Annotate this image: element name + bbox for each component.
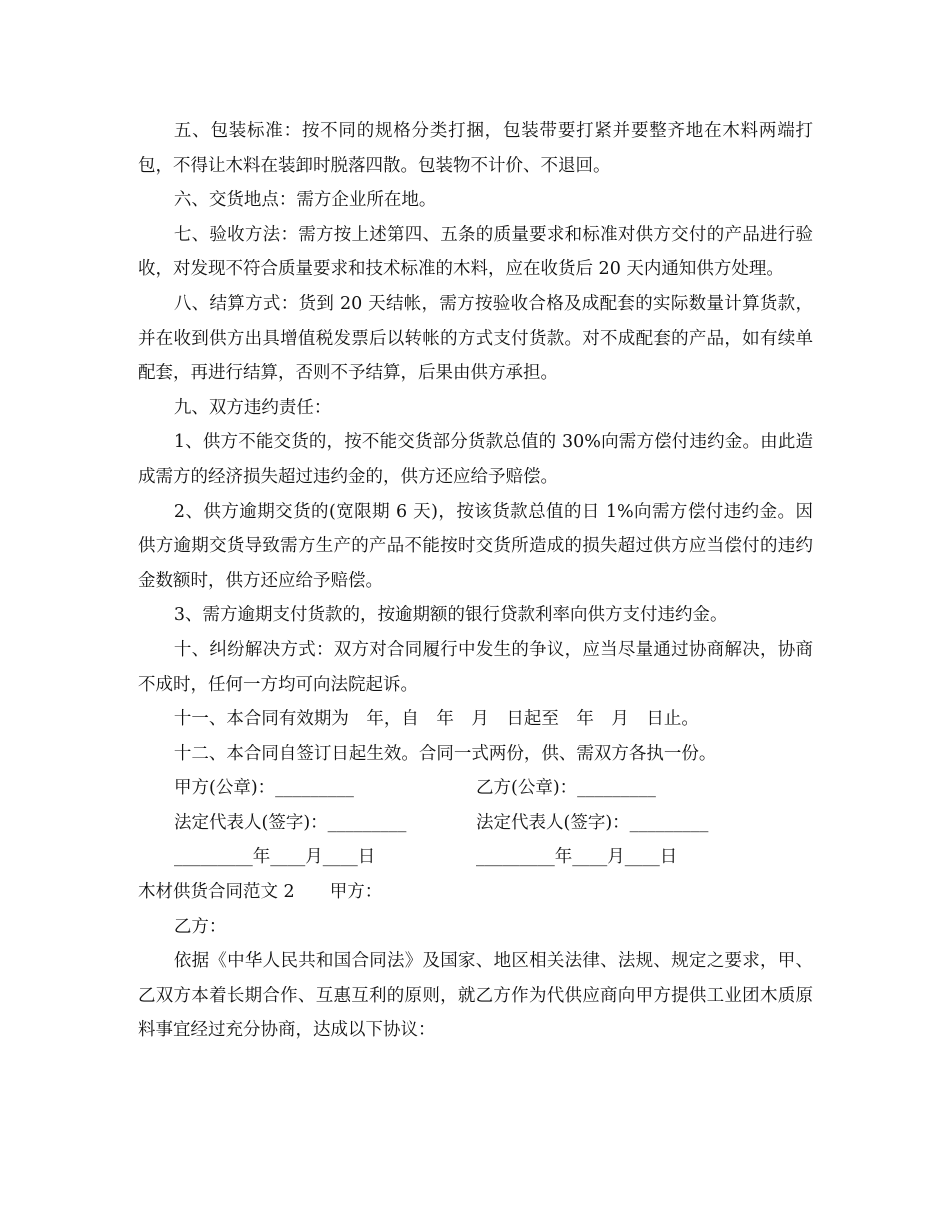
signature-rep-row xyxy=(138,806,813,841)
party-b-seal: 乙方(公章)：_________ xyxy=(476,778,656,799)
liability-item-2: 2、供方逾期交货的(宽限期 6 天)，按该货款总值的日 1%向需方偿付违约金。因供方逾期交货导致需方生产的产品不能按时交货所造成的损失超过供方应当偿付的违约金数额时，供方还应给予赔偿。 xyxy=(138,501,813,591)
second-contract-heading: 木材供货合同范文 2 甲方： xyxy=(138,882,383,903)
clause-packaging: 五、包装标准：按不同的规格分类打捆，包装带要打紧并要整齐地在木料两端打包，不得让木料在装卸时脱落四散。包装物不计价、不退回。 xyxy=(138,121,813,176)
party-a-seal: 甲方(公章)：_________ xyxy=(174,778,354,799)
clause-dispute: 十、纠纷解决方式：双方对合同履行中发生的争议，应当尽量通过协商解决，协商不成时，任何一方均可向法院起诉。 xyxy=(138,639,813,695)
clause-validity: 十一、本合同有效期为 年，自 年 月 日起至 年 月 日止。 xyxy=(173,709,699,730)
clause-liability-heading: 九、双方违约责任： xyxy=(173,397,332,418)
second-contract-preamble: 依据《中华人民共和国合同法》及国家、地区相关法律、法规、规定之要求，甲、乙双方本着长期合作、互惠互利的原则，就乙方作为代供应商向甲方提供工业团木质原料事宜经过充分协商，达成以下协议： xyxy=(138,951,813,1041)
clause-delivery-place: 六、交货地点：需方企业所在地。 xyxy=(173,190,437,211)
party-b-representative: 法定代表人(签字)：_________ xyxy=(476,812,709,833)
party-a-date: _________年____月____日 xyxy=(174,847,376,868)
clause-effective: 十二、本合同自签订日起生效。合同一式两份，供、需双方各执一份。 xyxy=(173,743,717,764)
clause-acceptance: 七、验收方法：需方按上述第四、五条的质量要求和标准对供方交付的产品进行验收，对发现不符合质量要求和技术标准的木料，应在收货后 20 天内通知供方处理。 xyxy=(138,224,813,280)
liability-item-1: 1、供方不能交货的，按不能交货部分货款总值的 30%向需方偿付违约金。由此造成需方的经济损失超过违约金的，供方还应给予赔偿。 xyxy=(138,432,813,487)
second-contract-party-b: 乙方： xyxy=(173,916,227,937)
signature-date-row xyxy=(138,840,813,875)
liability-item-3: 3、需方逾期支付货款的，按逾期额的银行贷款利率向供方支付违约金。 xyxy=(173,605,728,626)
document-page xyxy=(138,114,813,1048)
signature-seal-row xyxy=(138,771,813,806)
party-a-representative: 法定代表人(签字)：_________ xyxy=(174,812,407,833)
clause-settlement: 八、结算方式：货到 20 天结帐，需方按验收合格及成配套的实际数量计算货款，并在收到供方出具增值税发票后以转帐的方式支付货款。对不成配套的产品，如有续单配套，再进行结算，否则不予结算，后果由供方承担。 xyxy=(138,293,813,384)
party-b-date: _________年____月____日 xyxy=(476,847,678,868)
